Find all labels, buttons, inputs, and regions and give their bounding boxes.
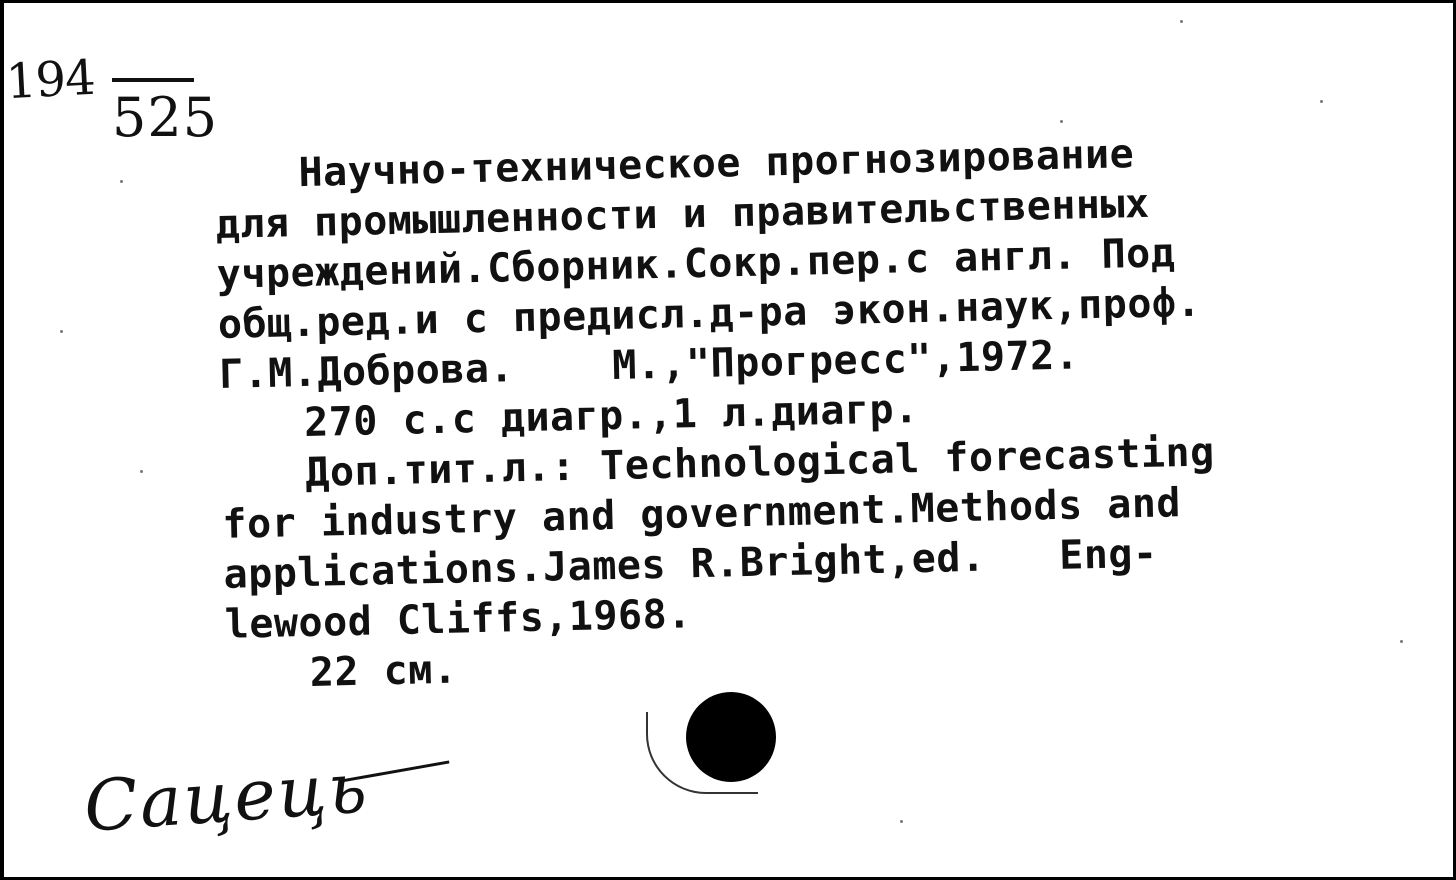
bibliographic-record: [214, 123, 1426, 700]
speck: [60, 330, 63, 333]
speck: [1400, 640, 1403, 643]
record-line-imprint: Г.М.Доброва. М.,"Прогресс",1972.: [218, 332, 1080, 398]
record-line-title: Научно-техническое прогнозирование: [298, 131, 1135, 197]
shelf-mark-divider: [112, 78, 194, 82]
record-line-size: 22 см.: [309, 646, 458, 696]
record-line: общ.ред.и с предисл.д-ра экон.наук,проф.: [217, 279, 1202, 348]
record-line: for industry and government.Methods and: [221, 480, 1182, 548]
record-line-pagination: 270 с.с диагр.,1 л.диагр.: [303, 386, 920, 447]
speck: [140, 470, 143, 473]
shelf-mark-bottom: 525: [112, 86, 219, 149]
record-line: applications.James R.Bright,ed. Eng-: [223, 530, 1159, 598]
card-border-left: [0, 0, 4, 880]
record-line-parallel-title: Доп.тит.л.: Technological forecasting: [304, 429, 1216, 497]
record-line: учреждений.Сборник.Сокр.пер.с англ. Под: [216, 230, 1176, 298]
record-line: для промышленности и правительственных: [215, 180, 1151, 248]
speck: [1320, 100, 1323, 103]
card-border-top: [0, 0, 1456, 3]
speck: [1060, 120, 1063, 123]
shelf-mark-top: 194: [4, 49, 97, 111]
speck: [120, 180, 123, 183]
record-line: lewood Cliffs,1968.: [224, 591, 693, 648]
handwritten-signature: Сацець: [81, 746, 372, 848]
speck: [900, 820, 903, 823]
speck: [1180, 20, 1183, 23]
punch-hole: [686, 692, 776, 782]
